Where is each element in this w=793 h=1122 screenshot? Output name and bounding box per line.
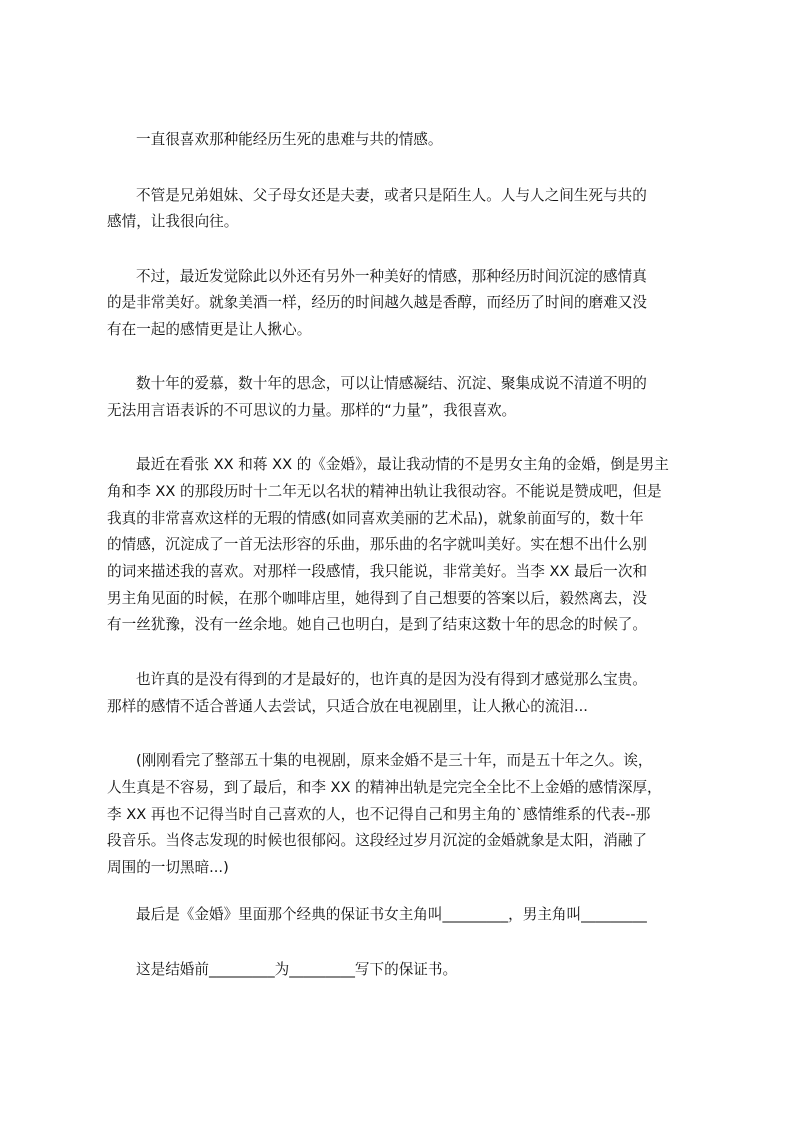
paragraph-line: 最后是《金婚》里面那个经典的保证书女主角叫_________，男主角叫_________ xyxy=(136,906,647,923)
paragraph-line: 这是结婚前_________为_________写下的保证书。 xyxy=(136,961,458,978)
paragraph-line: 周围的一切黑暗...) xyxy=(107,859,229,876)
paragraph-line: 数十年的爱慕，数十年的思念，可以让情感凝结、沉淀、聚集成说不清道不明的 xyxy=(136,375,647,392)
paragraph-line: 无法用言语表诉的不可思议的力量。那样的“力量”，我很喜欢。 xyxy=(107,402,517,419)
paragraph-line: 的词来描述我的喜欢。对那样一段感情，我只能说，非常美好。当李 XX 最后一次和 xyxy=(107,563,648,580)
paragraph-line: 男主角见面的时候，在那个咖啡店里，她得到了自己想要的答案以后，毅然离去，没 xyxy=(107,590,647,607)
paragraph-line: (刚刚看完了整部五十集的电视剧，原来金婚不是三十年，而是五十年之久。诶， xyxy=(136,752,653,769)
paragraph-line: 李 XX 再也不记得当时自己喜欢的人，也不记得自己和男主角的`感情维系的代表--那 xyxy=(107,806,651,823)
paragraph-line: 感情，让我很向往。 xyxy=(107,213,239,230)
paragraph-line: 有在一起的感情更是让人揪心。 xyxy=(107,321,312,338)
paragraph-line: 也许真的是没有得到的才是最好的，也许真的是因为没有得到才感觉那么宝贵。 xyxy=(136,671,647,688)
paragraph-line: 的情感，沉淀成了一首无法形容的乐曲，那乐曲的名字就叫美好。实在想不出什么别 xyxy=(107,536,647,553)
paragraph-line: 我真的非常喜欢这样的无瑕的情感(如同喜欢美丽的艺术品)，就象前面写的，数十年 xyxy=(107,510,644,527)
paragraph-line: 角和李 XX 的那段历时十二年无以名状的精神出轨让我很动容。不能说是赞成吧，但是 xyxy=(107,483,662,500)
paragraph-line: 有一丝犹豫，没有一丝余地。她自己也明白，是到了结束这数十年的思念的时候了。 xyxy=(107,616,647,633)
paragraph-line: 一直很喜欢那种能经历生死的患难与共的情感。 xyxy=(136,131,443,148)
paragraph-line: 段音乐。当佟志发现的时候也很郁闷。这段经过岁月沉淀的金婚就象是太阳，消融了 xyxy=(107,832,647,849)
paragraph-line: 的是非常美好。就象美酒一样，经历的时间越久越是香醇，而经历了时间的磨难又没 xyxy=(107,294,647,311)
paragraph-line: 那样的感情不适合普通人去尝试，只适合放在电视剧里，让人揪心的流泪... xyxy=(107,698,588,715)
paragraph-line: 最近在看张 XX 和蒋 XX 的《金婚》，最让我动情的不是男女主角的金婚，倒是男主 xyxy=(136,456,669,473)
paragraph-line: 不过，最近发觉除此以外还有另外一种美好的情感，那种经历时间沉淀的感情真 xyxy=(136,268,647,285)
paragraph-line: 不管是兄弟姐妹、父子母女还是夫妻，或者只是陌生人。人与人之间生死与共的 xyxy=(136,187,647,204)
paragraph-line: 人生真是不容易，到了最后，和李 XX 的精神出轨是完完全全比不上金婚的感情深厚， xyxy=(107,779,662,796)
